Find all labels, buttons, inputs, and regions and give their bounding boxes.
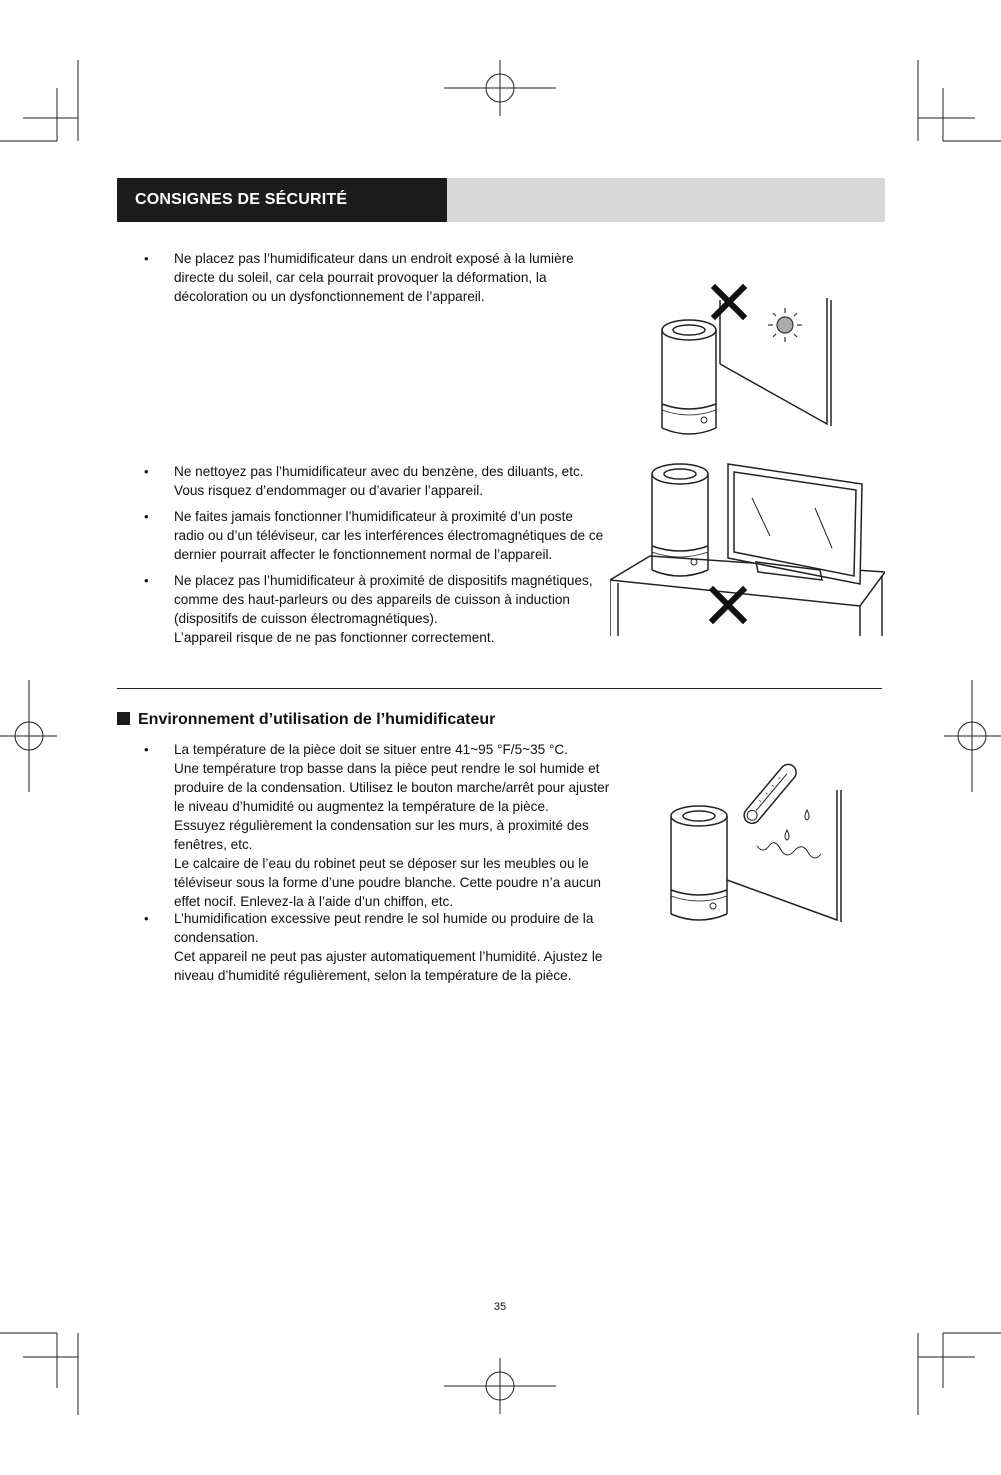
- bullet-dot: •: [144, 911, 149, 926]
- bullet-dot: •: [144, 509, 149, 524]
- list-item-line: L’appareil risque de ne pas fonctionner correctement.: [174, 630, 495, 645]
- list-item: [144, 740, 624, 911]
- list-item: [144, 571, 644, 647]
- page-title: CONSIGNES DE SÉCURITÉ IMPORTANTES: [117, 178, 447, 222]
- list-item: [144, 507, 644, 564]
- bullet-dot: •: [144, 251, 149, 266]
- list-item-line: Ne faites jamais fonctionner l’humidificateur à proximité d’un poste: [174, 509, 573, 524]
- list-item-line: radio ou d’un téléviseur, car les interférences électromagnétiques de ce: [174, 528, 604, 543]
- list-item-line: effet nocif. Enlevez-la à l’aide d’un chiffon, etc.: [174, 894, 454, 909]
- list-item-line: le niveau d’humidité ou augmentez la température de la pièce.: [174, 799, 549, 814]
- list-item-line: téléviseur sous la forme d’une poudre blanche. Cette poudre n’a aucun: [174, 875, 601, 890]
- humidifier-sunlight-illustration: [655, 280, 835, 440]
- list-item-line: Ne nettoyez pas l’humidificateur avec du benzène, des diluants, etc.: [174, 464, 584, 479]
- list-item-line: Vous risquez d’endommager ou d’avarier l’appareil.: [174, 483, 484, 498]
- section-heading-text: Environnement d’utilisation de l’humidificateur: [138, 711, 496, 728]
- list-item-line: condensation.: [174, 930, 259, 945]
- list-item-line: décoloration ou un dysfonctionnement de l’appareil.: [174, 289, 485, 304]
- section-heading: [117, 710, 495, 730]
- list-item-line: Le calcaire de l’eau du robinet peut se déposer sur les meubles ou le: [174, 856, 589, 871]
- page-number: 35: [493, 1301, 507, 1313]
- list-item-line: Une température trop basse dans la pièce peut rendre le sol humide et: [174, 761, 600, 776]
- list-item-line: L’humidification excessive peut rendre le sol humide ou produire de la: [174, 911, 594, 926]
- bullet-dot: •: [144, 464, 149, 479]
- list-item-line: Ne placez pas l’humidificateur à proximité de dispositifs magnétiques,: [174, 573, 593, 588]
- section-header-bar: [117, 178, 885, 252]
- list-item-line: produire de la condensation. Utilisez le bouton marche/arrêt pour ajuster: [174, 780, 610, 795]
- list-item: [144, 909, 624, 985]
- list-item-line: Ne placez pas l’humidificateur dans un endroit exposé à la lumière: [174, 251, 574, 266]
- list-item-line: comme des haut-parleurs ou des appareils de cuisson à induction: [174, 592, 570, 607]
- list-item-line: La température de la pièce doit se situer entre 41~95 °F/5~35 °C.: [174, 742, 568, 757]
- list-item-line: Cet appareil ne peut pas ajuster automatiquement l’humidité. Ajustez le: [174, 949, 603, 964]
- list-item-line: dernier pourrait affecter le fonctionnement normal de l’appareil.: [174, 547, 553, 562]
- bullet-dot: •: [144, 742, 149, 757]
- bullet-dot: •: [144, 573, 149, 588]
- list-item-line: niveau d’humidité régulièrement, selon la température de la pièce.: [174, 968, 572, 983]
- section-divider: [117, 688, 882, 689]
- list-item: [144, 462, 644, 500]
- list-item-line: Essuyez régulièrement la condensation sur les murs, à proximité des: [174, 818, 589, 833]
- list-item: [144, 249, 644, 306]
- humidifier-condensation-illustration: [665, 760, 845, 930]
- list-item-line: (dispositifs de cuisson électromagnétiques).: [174, 611, 438, 626]
- list-item-line: fenêtres, etc.: [174, 837, 253, 852]
- list-item-line: directe du soleil, car cela pourrait provoquer la déformation, la: [174, 270, 547, 285]
- square-bullet-icon: [117, 712, 130, 725]
- humidifier-tv-illustration: [610, 458, 885, 636]
